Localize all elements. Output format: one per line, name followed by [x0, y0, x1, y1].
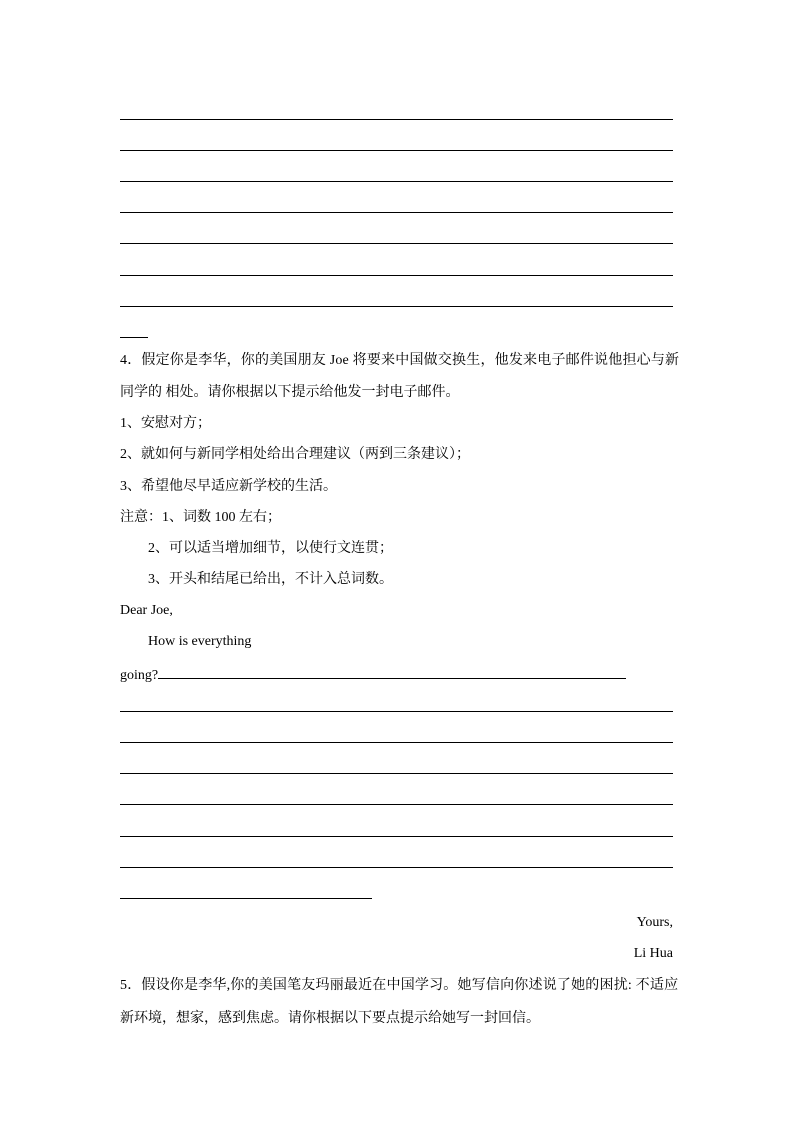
q4-prompt-line-1: 4．假定你是李华，你的美国朋友 Joe 将要来中国做交换生，他发来电子邮件说他担心与新: [120, 353, 680, 368]
q4-note-1: 注意：1、词数 100 左右；: [120, 510, 281, 525]
answer-line[interactable]: [120, 711, 673, 712]
answer-line[interactable]: [120, 119, 673, 120]
q4-prompt-line-2: 同学的 相处。请你根据以下提示给他发一封电子邮件。: [120, 385, 460, 400]
answer-line[interactable]: [120, 212, 673, 213]
q4-point-1: 1、安慰对方；: [120, 416, 211, 431]
answer-line[interactable]: [120, 836, 673, 837]
letter-opening-line-1: How is everything: [148, 634, 252, 649]
answer-line-short[interactable]: [120, 337, 148, 338]
letter-opening-line-2: going?: [120, 668, 159, 683]
q4-note-2: 2、可以适当增加细节，以使行文连贯；: [148, 541, 393, 556]
q4-note-3: 3、开头和结尾已给出，不计入总词数。: [148, 572, 393, 587]
answer-line-partial[interactable]: [120, 898, 372, 899]
q4-point-2: 2、就如何与新同学相处给出合理建议（两到三条建议）；: [120, 447, 470, 462]
answer-line[interactable]: [120, 243, 673, 244]
letter-signature: Li Hua: [633, 946, 673, 961]
answer-line[interactable]: [120, 150, 673, 151]
letter-closing: Yours,: [636, 915, 673, 930]
answer-line[interactable]: [120, 804, 673, 805]
letter-greeting: Dear Joe,: [120, 603, 173, 618]
letter-opening-line-2-row: [120, 664, 626, 686]
answer-line[interactable]: [120, 306, 673, 307]
q5-prompt-line-1: 5．假设你是李华,你的美国笔友玛丽最近在中国学习。她写信向你述说了她的困扰: 不适应: [120, 978, 679, 993]
answer-line[interactable]: [120, 742, 673, 743]
q4-point-3: 3、希望他尽早适应新学校的生活。: [120, 479, 337, 494]
answer-line[interactable]: [120, 181, 673, 182]
answer-line[interactable]: [120, 773, 673, 774]
q5-prompt-line-2: 新环境，想家，感到焦虑。请你根据以下要点提示给她写一封回信。: [120, 1011, 540, 1026]
answer-line[interactable]: [120, 867, 673, 868]
answer-line[interactable]: [120, 275, 673, 276]
answer-line-inline[interactable]: [158, 664, 626, 679]
